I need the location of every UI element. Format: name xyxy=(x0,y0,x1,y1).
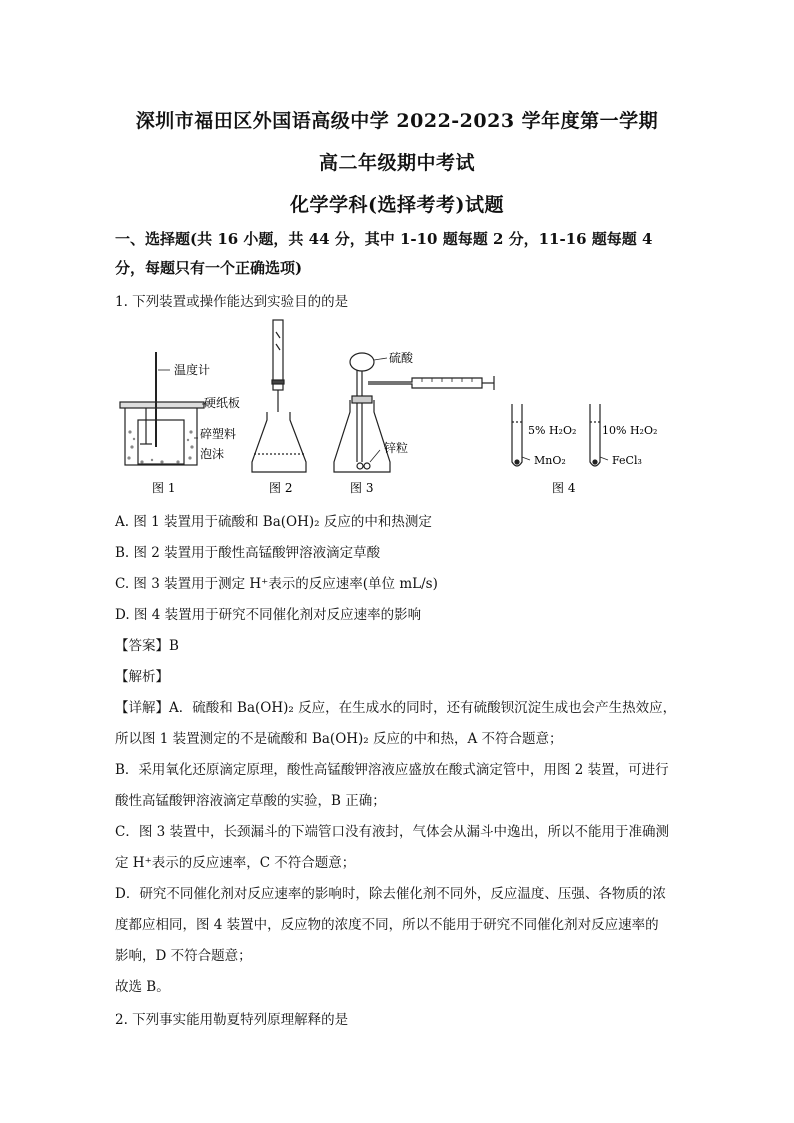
exam-title-line2: 高二年级期中考试 xyxy=(318,152,475,174)
label-fecl3: FeCl₃ xyxy=(612,454,642,467)
label-mno2: MnO₂ xyxy=(534,454,566,467)
analysis-line: 酸性高锰酸钾溶液滴定草酸的实验，B 正确； xyxy=(115,793,386,809)
analysis-line: D．研究不同催化剂对反应速率的影响时，除去催化剂不同外，反应温度、压强、各物质的浓 xyxy=(115,886,666,902)
label-zinc: 锌粒 xyxy=(384,441,409,455)
cardboard-lid xyxy=(120,402,204,408)
label-foam-2: 泡沫 xyxy=(200,447,225,461)
section-heading: 一、选择题(共 16 小题，共 44 分，其中 1-10 题每题 2 分，11-16 题每题 4 分，每题只有一个正确选项) xyxy=(115,230,653,277)
analysis-line: 影响，D 不符合题意； xyxy=(115,948,252,964)
figure-1-caption: 图 1 xyxy=(152,481,176,495)
conical-flask xyxy=(252,412,306,472)
question-1-stem: 1. 下列装置或操作能达到实验目的的是 xyxy=(115,294,349,310)
analysis-line: C．图 3 装置中，长颈漏斗的下端管口没有液封，气体会从漏斗中逸出，所以不能用于准确测 xyxy=(115,824,669,840)
analysis-line: 故选 B。 xyxy=(115,979,170,995)
separatory-funnel xyxy=(350,353,374,371)
analysis-line: 度都应相同，图 4 装置中，反应物的浓度不同，所以不能用于研究不同催化剂对反应速率的 xyxy=(115,917,659,933)
option-c: C. 图 3 装置用于测定 H⁺表示的反应速率(单位 mL/s) xyxy=(115,576,438,592)
figure-3-caption: 图 3 xyxy=(350,481,374,495)
label-cardboard: 硬纸板 xyxy=(204,396,241,410)
syringe xyxy=(368,378,482,388)
figure-2-titration xyxy=(252,320,306,472)
test-tube-2 xyxy=(590,404,600,466)
figure-2-caption: 图 2 xyxy=(269,481,293,495)
answer: 【答案】B xyxy=(115,638,179,654)
analysis-line: 【详解】A．硫酸和 Ba(OH)₂ 反应，在生成水的同时，还有硫酸钡沉淀生成也会产生热效应， xyxy=(115,700,677,716)
question-2-stem: 2. 下列事实能用勒夏特列原理解释的是 xyxy=(115,1012,349,1028)
label-5pct-h2o2: 5% H₂O₂ xyxy=(528,424,577,437)
inner-beaker xyxy=(138,420,184,464)
analysis-line: B．采用氧化还原滴定原理，酸性高锰酸钾溶液应盛放在酸式滴定管中，用图 2 装置，可进行 xyxy=(115,762,669,778)
test-tube-1 xyxy=(512,404,522,466)
label-10pct-h2o2: 10% H₂O₂ xyxy=(602,424,658,437)
outer-beaker xyxy=(125,407,197,465)
analysis-heading: 【解析】 xyxy=(115,669,169,685)
figure-4-caption: 图 4 xyxy=(552,481,576,495)
option-d: D. 图 4 装置用于研究不同催化剂对反应速率的影响 xyxy=(115,607,422,623)
option-b: B. 图 2 装置用于酸性高锰酸钾溶液滴定草酸 xyxy=(115,545,381,561)
analysis-line: 所以图 1 装置测定的不是硫酸和 Ba(OH)₂ 反应的中和热，A 不符合题意； xyxy=(115,731,563,747)
figure-3-apparatus xyxy=(334,353,494,472)
label-foam-1: 碎塑料 xyxy=(200,427,237,441)
option-a: A. 图 1 装置用于硫酸和 Ba(OH)₂ 反应的中和热测定 xyxy=(115,514,432,530)
question-1-figure xyxy=(112,312,692,502)
analysis-line: 定 H⁺表示的反应速率，C 不符合题意； xyxy=(115,855,356,871)
label-sulfuric-acid: 硫酸 xyxy=(389,351,414,365)
label-thermometer: 温度计 xyxy=(174,363,211,377)
exam-title-line3: 化学学科(选择考考)试题 xyxy=(290,194,504,216)
exam-title-line1: 深圳市福田区外国语高级中学 2022-2023 学年度第一学期 xyxy=(135,110,659,132)
